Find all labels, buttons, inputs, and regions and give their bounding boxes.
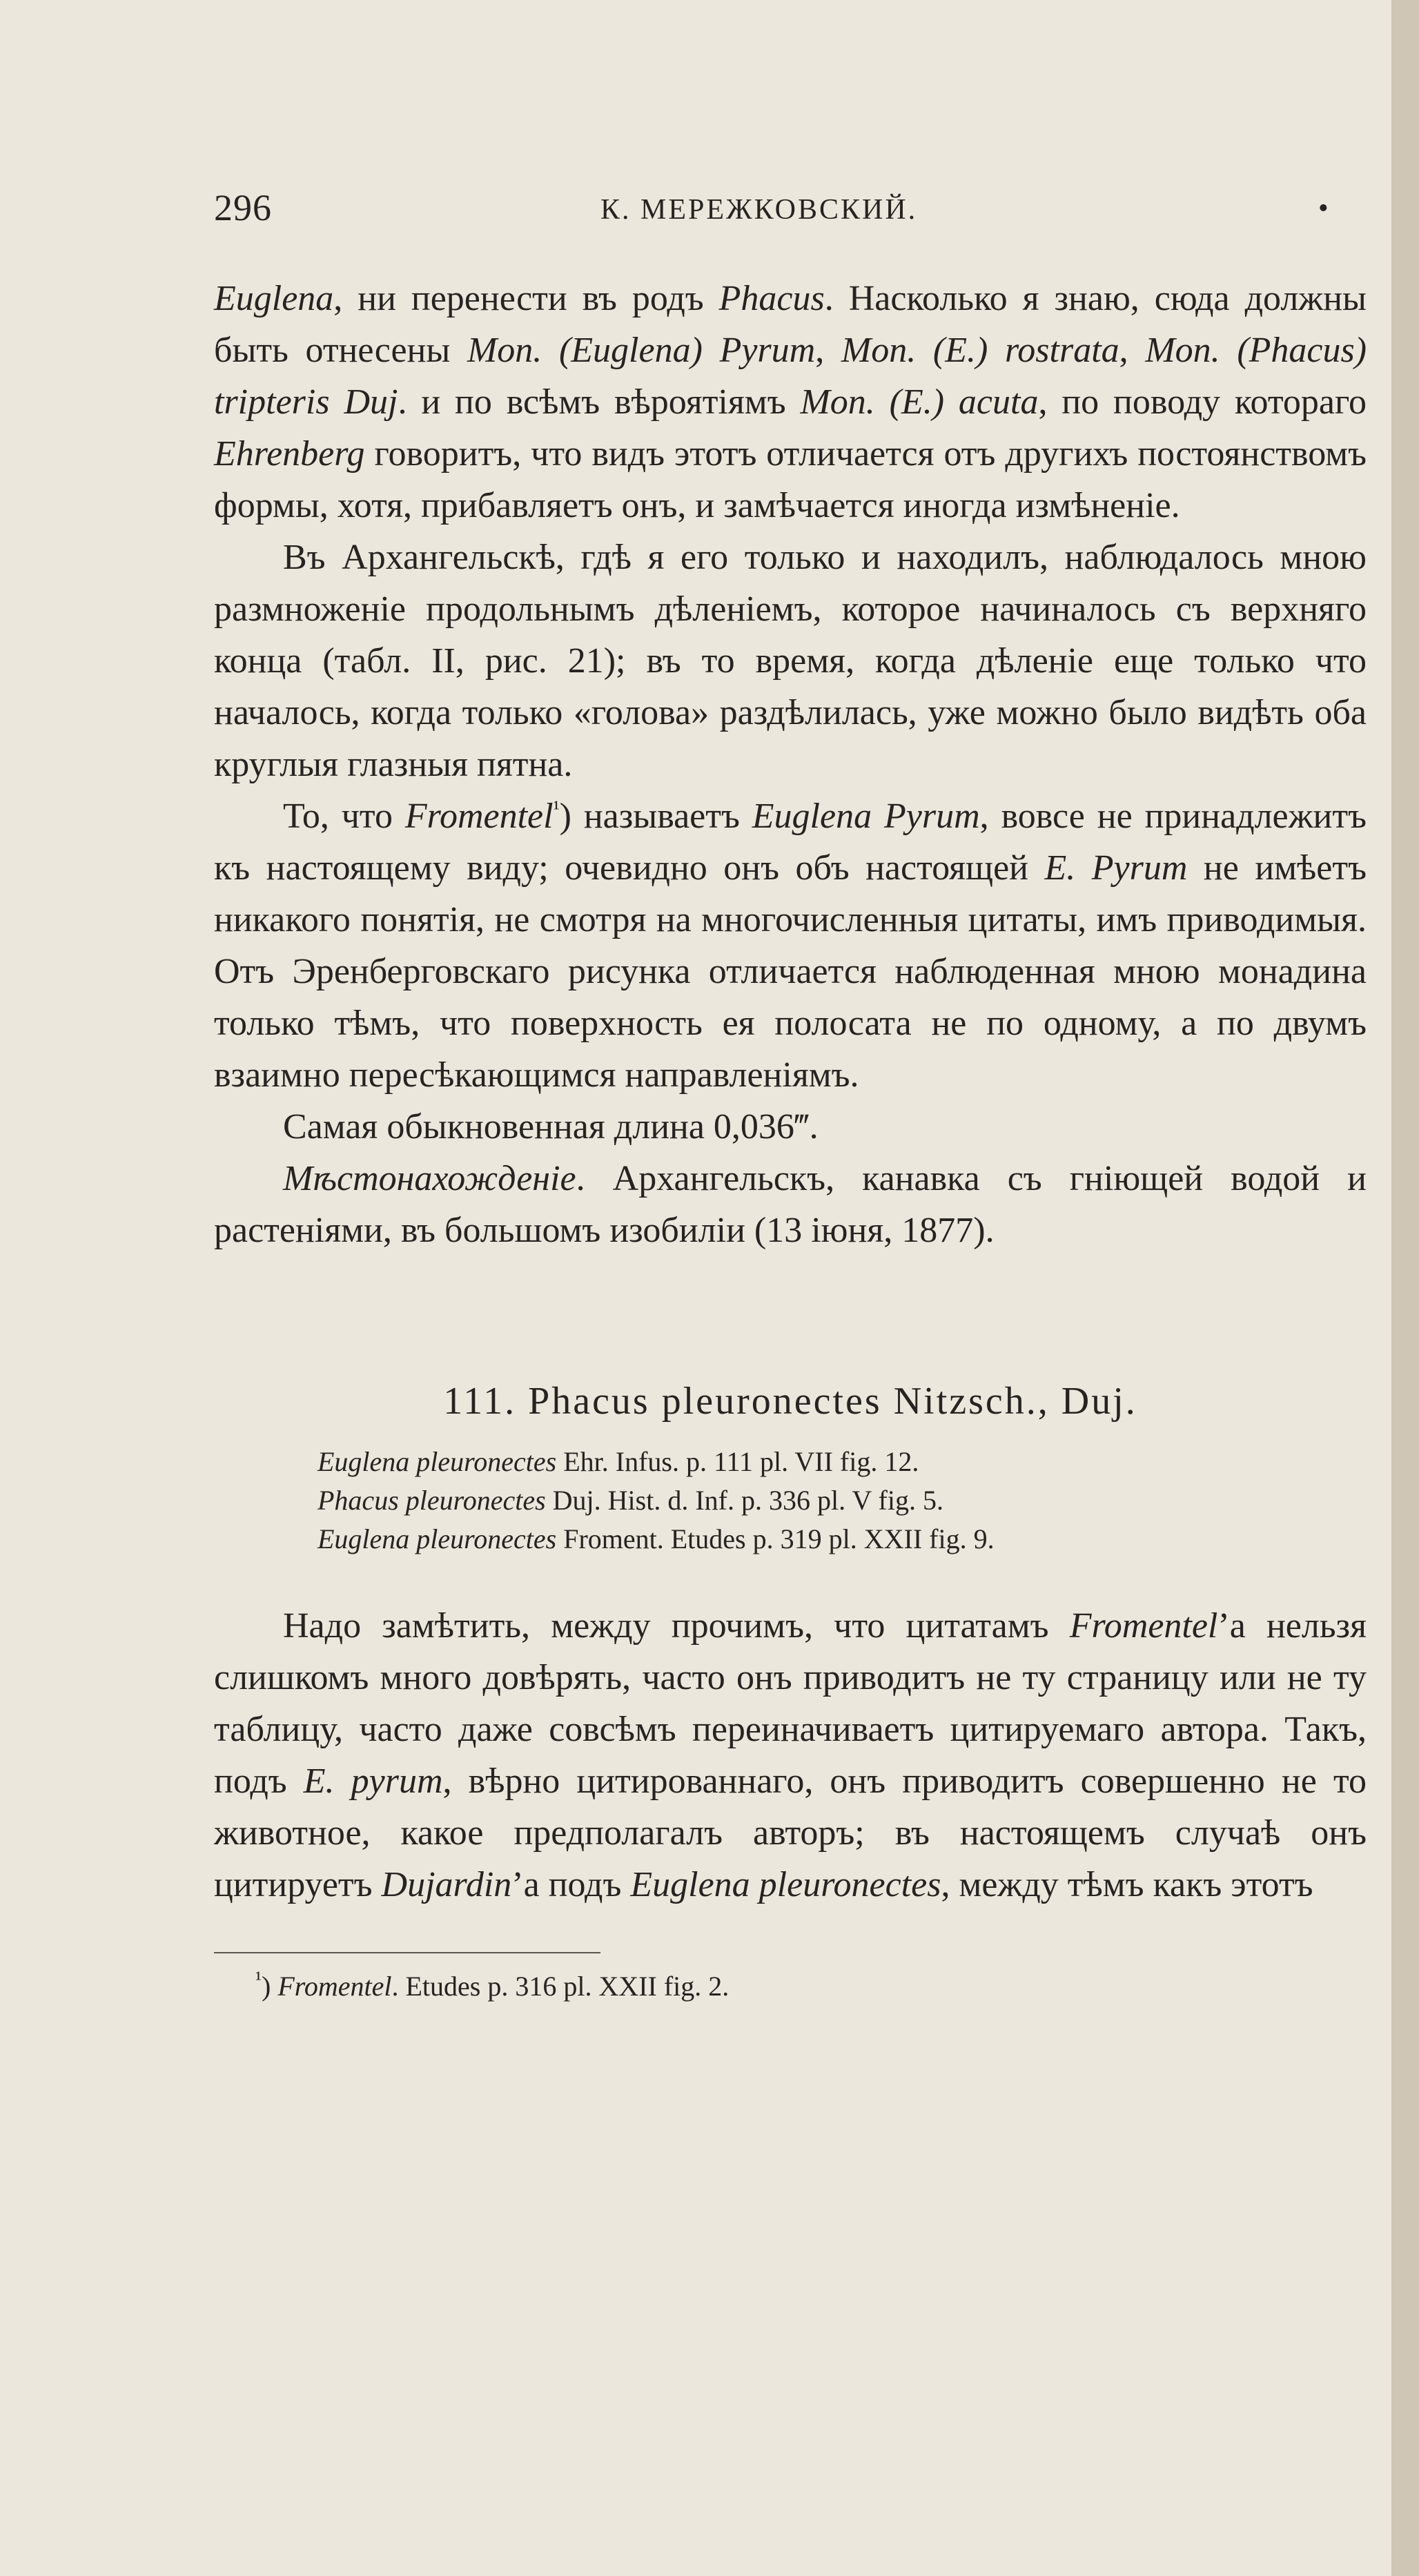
text-run: , вовсе не принадлежитъ къ настоящему виду; очевидно онъ объ настоящей [214,797,1367,888]
species-heading: 111. Phacus pleuronectes Nitzsch., Duj. [443,1380,1137,1423]
italic-text-run: Euglena [214,279,334,318]
italic-text-run: Ehrenberg [214,434,365,474]
page-number: 296 [214,187,272,228]
text-run: , вѣрно цитированнаго, онъ приводитъ совершенно не то животное, какое предполагалъ авторъ; въ настоящемъ случаѣ онъ цитируетъ [214,1762,1367,1904]
text-run: Въ Архангельскѣ, гдѣ я его только и находилъ, наблюдалось мною размноженіе продольнымъ дѣленіемъ, которое начиналось съ верхняго конца (табл. II, рис. 21); въ то время, когда дѣленіе еще только что началось, когда только «голова» раздѣлилась, уже можно было видѣть оба круглыя глазныя пятна. [214,538,1367,784]
italic-text-run: E. pyrum [303,1762,443,1801]
italic-text-run: Mon. (Euglena) Pyrum [467,331,816,370]
text-run: , между тѣмъ какъ этотъ [941,1865,1313,1904]
citation-3 [317,1520,1367,1559]
text-run: . и по всѣмъ вѣроятіямъ [398,382,801,422]
text-run: , [815,331,841,370]
italic-text-run: Euglena pleuronectes [630,1865,941,1904]
text-run: ’а нельзя слишкомъ много довѣрять, часто онъ приводитъ не ту страницу или не ту таблицу, часто даже совсѣмъ переиначиваетъ цитируемаго автора. Такъ, подъ [214,1606,1367,1801]
page-edge-shadow [1391,0,1419,2576]
text-run: , ни перенести въ родъ [333,279,719,318]
italic-text-run: Dujardin [381,1865,512,1904]
italic-text-run: Mon. (E.) acuta [800,382,1039,422]
text-run: То, что [283,797,405,836]
italic-text-run: Euglena pleuronectes [317,1523,557,1554]
text-run: Duj. Hist. d. Inf. p. 336 pl. V fig. 5. [545,1485,943,1516]
italic-text-run: Fromentel [277,1971,392,2002]
text-run: Самая обыкновенная длина 0,036‴. [283,1107,819,1146]
text-run: говоритъ, что видъ этотъ отличается отъ другихъ постоянствомъ формы, хотя, прибавляетъ онъ, и замѣчается иногда измѣненіе. [214,434,1367,525]
italic-text-run: Phacus [718,279,825,318]
text-run: , по поводу котораго [1038,382,1367,422]
text-run: ) [262,1971,278,2002]
text-run: , [1119,331,1146,370]
page-content [214,273,1367,2006]
header-mark: • [1318,193,1329,224]
italic-text-run: Euglena pleuronectes [317,1446,557,1477]
italic-text-run: Phacus pleuronectes [317,1485,546,1516]
paragraph-3 [214,790,1367,1101]
italic-text-run: Mon. (E.) rostrata [841,331,1119,370]
paragraph-6 [214,1600,1367,1911]
page-header [214,186,1373,242]
text-run: ) называетъ [559,797,752,836]
text-run: Ehr. Infus. p. 111 pl. VII fig. 12. [556,1446,919,1477]
paragraph-2 [214,531,1367,790]
footnote-marker: ¹ [255,1967,262,1991]
text-run: ’а подъ [511,1865,631,1904]
citation-list [317,1443,1367,1559]
text-run: . Насколько я знаю, сюда должны быть отнесены [214,279,1367,370]
text-run: Надо замѣтить, между прочимъ, что цитатамъ [283,1606,1070,1646]
footnote [255,1967,1367,2006]
italic-text-run: Euglena Pyrum [752,797,980,836]
footnote-marker: ¹ [553,797,560,820]
paragraph-5 [214,1153,1367,1256]
citation-1 [317,1443,1367,1481]
text-run: . Архангельскъ, канавка съ гніющей водой и растеніями, въ большомъ изобиліи (13 іюня, 1877). [214,1159,1367,1250]
running-head: К. МЕРЕЖКОВСКИЙ. [600,194,918,226]
text-run: Froment. Etudes p. 319 pl. XXII fig. 9. [556,1523,995,1554]
text-run: не имѣетъ никакого понятія, не смотря на многочисленныя цитаты, имъ приводимыя. Отъ Эренберговскаго рисунка отличается наблюденная мною монадина только тѣмъ, что поверхность ея полосата не по одному, а по двумъ взаимно пересѣкающимся направленіямъ. [214,848,1367,1095]
italic-text-run: Mon. (Phacus) tripteris Duj [214,331,1367,422]
italic-text-run: E. Pyrum [1044,848,1188,888]
text-run: . Etudes p. 316 pl. XXII fig. 2. [391,1971,730,2002]
italic-text-run: Мѣстонахожденіе [283,1159,576,1198]
italic-text-run: Fromentel [1069,1606,1218,1646]
paragraph-4 [214,1101,1367,1153]
citation-2 [317,1481,1367,1520]
paragraph-1 [214,273,1367,531]
italic-text-run: Fromentel [404,797,554,836]
footnote-divider [214,1952,600,1953]
